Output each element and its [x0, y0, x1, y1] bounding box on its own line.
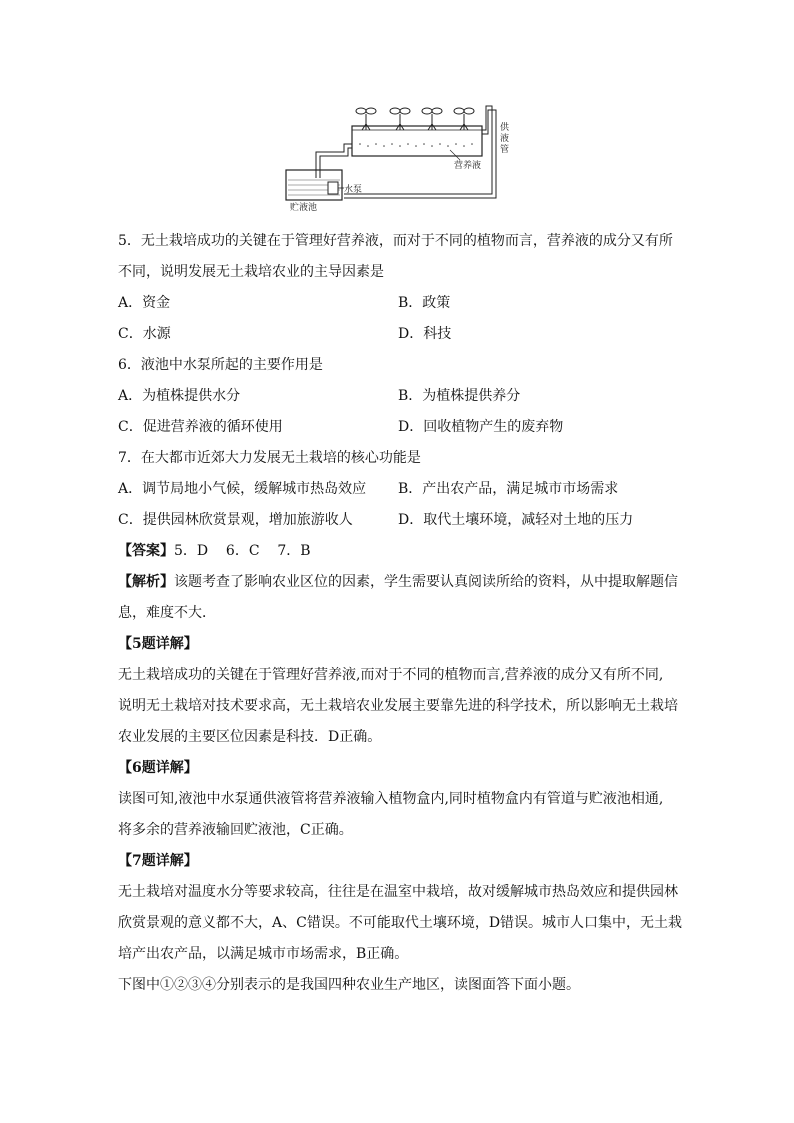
question-7-options-row-2	[118, 505, 678, 536]
pump	[328, 182, 338, 194]
question-5-option-b[interactable]: B．政策	[398, 295, 451, 311]
question-6-option-b[interactable]: B．为植株提供养分	[398, 388, 521, 404]
question-7	[118, 443, 678, 536]
label-supply-pipe-char: 管	[500, 145, 510, 155]
question-5-stem-line-2: 不同，说明发展无土栽培农业的主导因素是	[118, 264, 384, 280]
analysis-text-1: 该题考查了影响农业区位的因素，学生需要认真阅读所给的资料，从中提取解题信	[174, 574, 678, 590]
detail-6	[118, 753, 678, 846]
question-6-option-d[interactable]: D．回收植物产生的废弃物	[398, 419, 564, 435]
question-5-stem-line-1: 5．无土栽培成功的关键在于管理好营养液，而对于不同的植物而言，营养液的成分又有所	[118, 233, 673, 249]
answer-label: 【答案】	[118, 543, 174, 559]
analysis-label: 【解析】	[118, 574, 174, 590]
question-6-options-row-2	[118, 412, 678, 443]
plant-3	[422, 108, 442, 130]
detail-5-header: 【5题详解】	[118, 636, 198, 652]
question-7-option-c[interactable]: C．提供园林欣赏景观，增加旅游收人	[118, 512, 353, 528]
detail-7-header: 【7题详解】	[118, 853, 198, 869]
question-5-option-c[interactable]: C．水源	[118, 326, 171, 342]
analysis-line-1	[118, 567, 678, 598]
detail-5	[118, 629, 678, 753]
label-supply-pipe	[500, 121, 510, 155]
question-5-options-row-2	[118, 319, 678, 350]
detail-6-line-2: 将多余的营养液输回贮液池，C正确。	[118, 822, 353, 838]
label-nutrient-solution: 营养液	[454, 161, 482, 171]
question-6-stem: 6．液池中水泵所起的主要作用是	[118, 357, 323, 373]
question-7-option-a[interactable]: A．调节局地小气候，缓解城市热岛效应	[118, 481, 367, 497]
label-supply-pipe-text	[500, 121, 510, 155]
question-6-option-a[interactable]: A．为植株提供水分	[118, 388, 241, 404]
content	[118, 226, 683, 1001]
growing-box	[352, 126, 482, 156]
detail-7-line-1: 无土栽培对温度水分等要求较高，往往是在温室中栽培，故对缓解城市热岛效应和提供园林	[118, 884, 678, 900]
question-6-options-row-1	[118, 381, 678, 412]
analysis-line-2: 息，难度不大．	[118, 605, 216, 621]
answer-line	[118, 536, 678, 567]
question-6	[118, 350, 678, 443]
detail-5-line-2: 说明无土栽培对技术要求高，无土栽培农业发展主要靠先进的科学技术，所以影响无土栽培	[118, 698, 678, 714]
label-pump: 水泵	[344, 185, 363, 195]
detail-6-line-1: 读图可知,液池中水泵通供液管将营养液输入植物盒内,同时植物盒内有管道与贮液池相通,	[118, 791, 664, 807]
plant-2	[390, 108, 410, 130]
question-7-options-row-1	[118, 474, 678, 505]
detail-5-line-3: 农业发展的主要区位因素是科技．D正确。	[118, 729, 382, 745]
label-supply-pipe-char: 液	[500, 134, 510, 144]
question-5	[118, 226, 678, 350]
plant-4	[454, 108, 474, 130]
hydroponics-diagram-svg	[282, 100, 512, 212]
plant-1	[356, 108, 376, 130]
next-question-intro: 下图中①②③④分别表示的是我国四种农业生产地区，读图面答下面小题。	[118, 977, 580, 993]
hydroponics-diagram	[282, 100, 512, 212]
detail-7	[118, 846, 683, 970]
question-5-options-row-1	[118, 288, 678, 319]
question-7-option-b[interactable]: B．产出农产品，满足城市市场需求	[398, 481, 619, 497]
answer-text: 5．D 6．C 7．B	[174, 543, 311, 559]
detail-5-line-1: 无土栽培成功的关键在于管理好营养液,而对于不同的植物而言,营养液的成分又有所不同,	[118, 667, 664, 683]
label-supply-pipe-char: 供	[500, 123, 510, 133]
detail-7-line-2: 欣赏景观的意义都不大，A、C错误。不可能取代土壤环境，D错误。城市人口集中，无土栽	[118, 915, 683, 931]
question-5-option-a[interactable]: A．资金	[118, 295, 171, 311]
nutrient-solution-dots	[359, 143, 473, 147]
return-pipe	[316, 144, 352, 178]
question-6-option-c[interactable]: C．促进营养液的循环使用	[118, 419, 283, 435]
plants	[356, 108, 474, 130]
question-7-option-d[interactable]: D．取代土壤环境，减轻对土地的压力	[398, 512, 634, 528]
question-5-option-d[interactable]: D．科技	[398, 326, 452, 342]
label-reservoir: 贮液池	[290, 203, 318, 212]
detail-7-line-3: 培产出农产品，以满足城市市场需求，B正确。	[118, 946, 409, 962]
question-7-stem: 7．在大都市近郊大力发展无土栽培的核心功能是	[118, 450, 421, 466]
analysis	[118, 567, 678, 629]
detail-6-header: 【6题详解】	[118, 760, 198, 776]
